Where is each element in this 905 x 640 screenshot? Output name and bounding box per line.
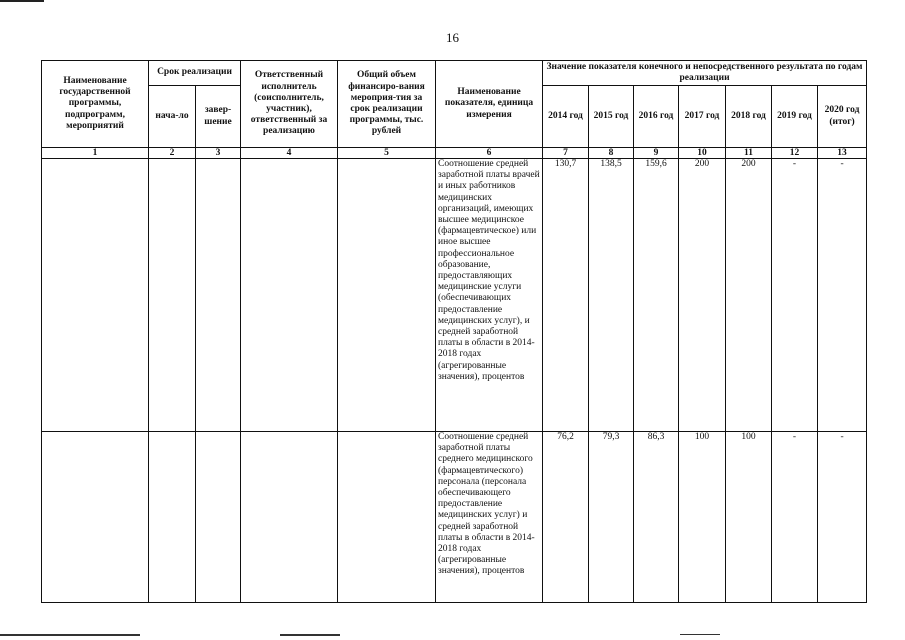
empty-cell <box>338 159 436 432</box>
col-number: 11 <box>726 148 772 159</box>
page-number: 16 <box>446 30 459 45</box>
top-edge-line <box>0 0 44 2</box>
value-2014: 130,7 <box>543 159 589 432</box>
header-year-2018: 2018 год <box>726 86 772 148</box>
value-2014: 76,2 <box>543 432 589 603</box>
col-number: 5 <box>338 148 436 159</box>
header-year-2016: 2016 год <box>634 86 679 148</box>
value-2019: - <box>772 159 818 432</box>
bottom-scan-line <box>680 634 720 635</box>
bottom-scan-line <box>0 634 140 636</box>
value-2018: 100 <box>726 432 772 603</box>
col-number: 12 <box>772 148 818 159</box>
header-year-2017: 2017 год <box>679 86 726 148</box>
empty-cell <box>42 159 149 432</box>
col-number: 4 <box>241 148 338 159</box>
col-number: 8 <box>589 148 634 159</box>
col-number: 10 <box>679 148 726 159</box>
header-end: завер-шение <box>196 86 241 148</box>
header-year-2019: 2019 год <box>772 86 818 148</box>
col-number: 7 <box>543 148 589 159</box>
col-number: 2 <box>149 148 196 159</box>
value-2019: - <box>772 432 818 603</box>
empty-cell <box>338 432 436 603</box>
empty-cell <box>241 159 338 432</box>
indicator-text: Соотношение средней заработной платы врачей и иных работников медицинских организаций, имеющих высшее медицинское (фармацевтическое) или иное высшее профессиональное образование, предоставляющих медицинские услуги (обеспечивающих предоставление медицинских услуг), и средней заработной платы в области в 2014-2018 годах (агрегированные значения), процентов <box>436 159 543 432</box>
table-row <box>42 432 867 603</box>
header-year-2014: 2014 год <box>543 86 589 148</box>
empty-cell <box>149 432 196 603</box>
col-number: 1 <box>42 148 149 159</box>
empty-cell <box>241 432 338 603</box>
indicator-table <box>41 60 867 603</box>
empty-cell <box>196 159 241 432</box>
header-executor: Ответственный исполнитель (соисполнитель, участник), ответственный за реализацию <box>241 61 338 148</box>
value-2016: 86,3 <box>634 432 679 603</box>
header-program-name: Наименование государственной программы, подпрограмм, мероприятий <box>42 61 149 148</box>
header-values-title: Значение показателя конечного и непосредственного результата по годам реализации <box>543 61 867 86</box>
value-2016: 159,6 <box>634 159 679 432</box>
value-2018: 200 <box>726 159 772 432</box>
indicator-text: Соотношение средней заработной платы среднего медицинского (фармацевтического) персонала (персонала обеспечивающего предоставление медицинских услуг) и средней заработной платы в области в 2014-2018 годах (агрегированные значения), процентов <box>436 432 543 603</box>
header-year-2020: 2020 год (итог) <box>818 86 867 148</box>
col-number: 6 <box>436 148 543 159</box>
value-2015: 138,5 <box>589 159 634 432</box>
col-number: 13 <box>818 148 867 159</box>
header-start: нача-ло <box>149 86 196 148</box>
empty-cell <box>196 432 241 603</box>
empty-cell <box>149 159 196 432</box>
value-2017: 200 <box>679 159 726 432</box>
header-year-2015: 2015 год <box>589 86 634 148</box>
value-2015: 79,3 <box>589 432 634 603</box>
header-funding-volume: Общий объем финансиро-вания мероприя-тия за срок реализации программы, тыс. рублей <box>338 61 436 148</box>
header-period: Срок реализации <box>149 61 241 86</box>
value-2020: - <box>818 432 867 603</box>
column-number-row <box>42 148 867 159</box>
col-number: 3 <box>196 148 241 159</box>
table-row <box>42 159 867 432</box>
bottom-scan-line <box>280 634 340 636</box>
value-2020: - <box>818 159 867 432</box>
empty-cell <box>42 432 149 603</box>
col-number: 9 <box>634 148 679 159</box>
header-indicator: Наименование показателя, единица измерения <box>436 61 543 148</box>
value-2017: 100 <box>679 432 726 603</box>
